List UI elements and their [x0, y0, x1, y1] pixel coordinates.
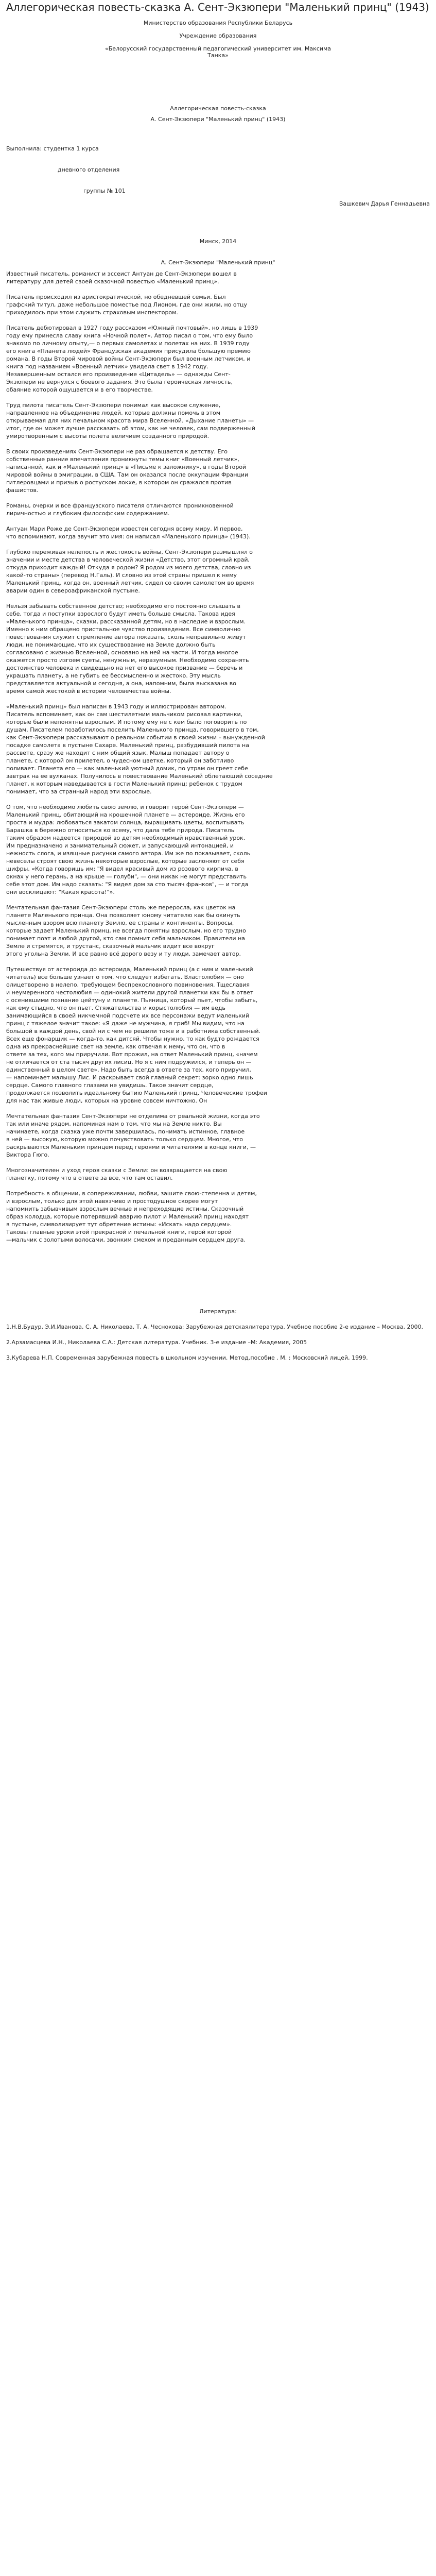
paragraph-line: принц с тяжелое значит такое: «Я даже не мужчина, я гриб! Мы видим, что на	[6, 1020, 245, 1027]
paragraph-line: поливает. Планета его — как маленький уютный домик, по утрам он греет себе	[6, 765, 248, 772]
paragraph	[6, 1112, 430, 1159]
paragraph-line: понимает поэт и любой другой, кто сам помнит себя мальчиком. Правители на	[6, 935, 245, 942]
paragraph-line: Известный писатель, романист и эссеист Антуан де Сент-Экзюпери вошел в	[6, 270, 237, 277]
author-line-2: дневного отделения	[58, 166, 120, 173]
paragraph-line: олицетворено в нелепо, требующем беспрекословного повиновения. Тщеславия	[6, 981, 250, 988]
institution-line: Учреждение образования	[179, 32, 257, 39]
paragraph-line: О том, что необходимо любить свою землю, и говорит герой Сент-Экзюпери —	[6, 804, 244, 810]
paragraph-line: Именно к ним обращено пристальное чувство произведения. Все символично	[6, 626, 241, 633]
paragraph-line: планет, к которым наведывается в гости Маленький принц; ребенок с трудом	[6, 781, 242, 787]
paragraph-line: что вспоминают, когда звучит это имя: он написал «Маленького принца» (1943).	[6, 533, 251, 540]
literature-item-line: литература. Учебное пособие 2-е издание – Москва, 2000.	[248, 1324, 423, 1330]
paragraph-line: приходилось при этом служить страховым инспектором.	[6, 309, 178, 316]
paragraph-line: году ему принесла славу книга «Ночной полет». Автор писал о том, что ему было	[6, 332, 253, 339]
essay-body	[6, 270, 430, 1244]
paragraph-line: Нельзя забывать собственное детство; необходимо его постоянно слышать в	[6, 603, 241, 609]
literature-heading: Литература:	[199, 1308, 237, 1315]
literature-item-line: М: Академия, 2005	[251, 1339, 307, 1346]
paragraph-line: окажется просто изгоем суеты, ненужным, неразумным. Необходимо сохранять	[6, 657, 249, 664]
ministry-line: Министерство образования Республики Беларусь	[143, 20, 293, 26]
paragraph	[6, 324, 430, 394]
paragraph-line: единственный в целом свете». Надо быть всегда в ответе за тех, кого приручил,	[6, 1066, 251, 1073]
paragraph-line: Труд пилота писатель Сент-Экзюпери понимал как высокое служение,	[6, 402, 221, 409]
paragraph-line: себе этот дом. Им надо сказать: "Я видел дом за сто тысяч франков", — и тогда	[6, 881, 249, 888]
paragraph-line: открываемая для них печальном красота мира Вселенной. «Дыхание планеты» —	[6, 417, 254, 424]
author-line-1: Выполнила: студентка 1 курса	[6, 145, 99, 152]
paragraph-line: раскрываются Маленьким принцем перед героями и читателями в конце книги, —	[6, 1144, 256, 1150]
paragraph-line: для нас так живые люди, которых на уровне совсем ничтожно. Он	[6, 1097, 207, 1104]
paragraph	[6, 703, 430, 795]
paragraph	[6, 965, 430, 1105]
paragraph-line: проста и мудра: любоваться закатом солнца, выращивать цветы, воспитывать	[6, 819, 245, 826]
paragraph	[6, 293, 430, 316]
paragraph-line: фашистов.	[6, 487, 39, 494]
paragraph-line: шифры. «Когда говоришь им: "Я видел красивый дом из розового кирпича, в	[6, 866, 238, 872]
paragraph-line: согласовано с жизнью Вселенной, основано на ней на части. И тогда многое	[6, 649, 238, 656]
literature-item-line: 1.Н.В.Будур, Э.И.Иванова, С. А. Николаева, Т. А. Чеснокова: Зарубежная детская	[6, 1324, 249, 1330]
paragraph-line: Мечтательная фантазия Сент-Экзюпери столь же переросла, как цветок на	[6, 904, 236, 911]
paragraph-line: как ему стыдно, что он пьет. Стяжательства и корыстолюбия — им ведь	[6, 1005, 225, 1011]
paragraph-line: Мечтательная фантазия Сент-Экзюпери не отделима от реальной жизни, когда это	[6, 1113, 260, 1120]
paragraph-line: завтрак на ее вулканах. Получилось в повествование Маленький облетающий соседние	[6, 773, 273, 779]
paragraph-line: нежность слога, и изящные рисунки самого автора. Им же по показывает, сколь	[6, 850, 251, 857]
paragraph	[6, 1166, 430, 1182]
paragraph-line: которые задает Маленький принц, не всегда понятны взрослым, но его трудно	[6, 927, 246, 934]
paragraph-line: знакомо по личному опыту,— о первых самолетах и полетах на них. В 1939 году	[6, 340, 250, 347]
city-year: Минск, 2014	[199, 238, 237, 245]
paragraph-line: литературу для детей своей сказочной повестью «Маленький принц».	[6, 278, 219, 285]
paragraph-line: посадке самолета в пустыне Сахаре. Маленький принц, разбудивший пилота на	[6, 742, 249, 749]
paragraph-line: Писатель дебютировал в 1927 году рассказом «Южный почтовый», но лишь в 1939	[6, 325, 258, 331]
paragraph-line: Писатель вспоминает, как он сам шестилетним мальчиком рисовал картинки,	[6, 711, 243, 718]
paragraph-line: Земле и стремятся, и трустанс, сказочный мальчик видит все вокруг	[6, 943, 215, 950]
paragraph-line: и неумеренного честолюбия — одинокий жители другой планетки как бы в ответ	[6, 989, 254, 996]
paragraph-line: они восклицают: "Какая красота!"».	[6, 889, 115, 895]
paragraph-line: Писатель происходил из аристократической, но обедневшей семьи. Был	[6, 294, 226, 300]
paragraph-line: Путешествуя от астероида до астероида, Маленький принц (а с ним и маленький	[6, 966, 253, 973]
paragraph-line: графский титул, даже небольшое поместье под Лионом, где они жили, но отцу	[6, 301, 248, 308]
paragraph-line: рассвете, сразу же находит с ним общий язык. Малыш попадает автору о	[6, 750, 230, 756]
paragraph-line: «Маленького принца», сказки, рассказанной детям, но в наследие и взрослым.	[6, 618, 246, 625]
paragraph-line: аварии один в североафриканской пустыне.	[6, 587, 140, 594]
paragraph-line: планетку, потому что в ответе за все, что там оставил.	[6, 1175, 173, 1181]
paragraph-line: читатель) все больше узнает о том, что следует избегать. Властолюбия — оно	[6, 974, 244, 980]
work-type: Аллегорическая повесть-сказка	[170, 105, 266, 112]
paragraph-line: собственные ранние впечатления проникнуты темы книг «Военный летчик»,	[6, 456, 239, 463]
literature-list	[6, 1323, 430, 1362]
paragraph-line: сердце. Самого главного глазами не увидишь. Такое значит сердце,	[6, 1082, 214, 1089]
paragraph-line: образ колодца, которые потерявший аварию пилот и Маленький принц находят	[6, 1213, 249, 1220]
paragraph-line: окнах у него герань, а на крыше — голуби", — они никак не могут представить	[6, 873, 247, 880]
paragraph-line: Антуан Мари Роже де Сент-Экзюпери известен сегодня всему миру. И первое,	[6, 526, 243, 532]
paragraph	[6, 401, 430, 440]
paragraph-line: начинаете, когда сказка уже почти завершилась, понимать истинное, главное	[6, 1128, 245, 1135]
paragraph-line: Маленький принц, обитающий на крошечной планете — астероиде. Жизнь его	[6, 811, 245, 818]
paragraph-line: Романы, очерки и все французского писателя отличаются проникновенной	[6, 502, 234, 509]
paragraph-line: таким образом надеется природой во детям необходимый нравственный урок.	[6, 835, 246, 841]
paragraph-line: занимающийся в своей никчемной подсчете их все персонажи ведут маленький	[6, 1012, 250, 1019]
paragraph-line: в ней — высокую, которую можно почувствовать только сердцем. Многое, что	[6, 1136, 243, 1143]
paragraph-line: В своих произведениях Сент-Экзюпери не раз обращается к детству. Его	[6, 448, 228, 455]
paragraph-line: Барашка в бережно относиться ко всему, что дала тебе природа. Писатель	[6, 827, 235, 834]
paragraph-line: которые были непонятны взрослым. И потому ему не с кем было поговорить по	[6, 719, 247, 725]
paragraph-line: откуда приходит каждый! Откуда я родом? Я родом из моего детства, словно из	[6, 564, 251, 571]
paragraph-line: Маленький принц, когда он, военный летчик, сидел со своим самолетом во время	[6, 580, 254, 586]
paragraph-line: какой-то страны» (перевод Н.Галь). И словно из этой страны пришел к нему	[6, 572, 237, 579]
student-name: Вашкевич Дарья Геннадьевна	[339, 200, 430, 207]
paragraph	[6, 803, 430, 896]
document-title: Аллегорическая повесть-сказка А. Сент-Экзюпери "Маленький принц" (1943)	[6, 1, 429, 13]
paragraph-line: как Сент-Экзюпери рассказывают о реальном событии в своей жизни – вынужденной	[6, 734, 265, 741]
paragraph-line: не отличается от ста тысяч других лисиц. Но я с ним подружился, и теперь он —	[6, 1059, 252, 1065]
paragraph-line: себе, тогда и поступки взрослого будут иметь больше смысла. Такова идея	[6, 611, 235, 617]
literature-item-line: 3.Кубарева Н.П. Современная зарубежная повесть в школьном изучении. Метод.	[6, 1354, 251, 1361]
paragraph-line: планете Маленького принца. Она позволяет юному читателю как бы окинуть	[6, 912, 240, 919]
literature-item	[6, 1338, 430, 1346]
paragraph-line: Экзюпери не вернулся с боевого задания. Это была героическая личность,	[6, 379, 233, 385]
paragraph-line: Виктора Гюго.	[6, 1151, 49, 1158]
paragraph	[6, 548, 430, 595]
paragraph-line: значении и месте детства в человеческой жизни «Детство, этот огромный край,	[6, 556, 250, 563]
paragraph-line: Незавершенным остался его произведение «Цитадель» — однажды Сент-	[6, 371, 231, 378]
paragraph-line: представляется актуальной и сегодня, а она, напомним, была высказана во	[6, 680, 236, 687]
paragraph-line: написанной, как и «Маленький принц» в «Письме к заложнику», в годы Второй	[6, 464, 247, 470]
paragraph-line: большой в каждой день, свой ни с чем не решили тоже и в работника собственный.	[6, 1028, 260, 1035]
paragraph-line: с осенившими познание цейтуну и планете. Пьяница, который пьет, чтобы забыть,	[6, 997, 258, 1004]
paragraph-line: — напоминает малышу Лис. И раскрывает свой главный секрет: зорко одно лишь	[6, 1074, 253, 1081]
paragraph-line: мировой войны в эмиграции, в США. Там он оказался после оккупации Франции	[6, 471, 249, 478]
paragraph	[6, 525, 430, 540]
paragraph	[6, 448, 430, 494]
paragraph-line: планете, с которой он прилетел, о чудесном цветке, который он заботливо	[6, 757, 234, 764]
paragraph-line: понимает, что за странный народ эти взрослые.	[6, 788, 152, 795]
paragraph-line: «Маленький принц» был написан в 1943 году и иллюстрирован автором.	[6, 703, 226, 710]
paragraph-line: и взрослым, только для этой навязчиво и простодушное скорее могут	[6, 1198, 218, 1205]
literature-item	[6, 1323, 430, 1331]
paragraph-line: Всех еще фонарщик — когда-то, как дитсяй. Чтобы нужно, то как будто рождается	[6, 1036, 259, 1042]
literature-item	[6, 1354, 430, 1362]
paragraph-line: книга под названием «Военный летчик» увидела свет в 1942 году.	[6, 363, 208, 370]
paragraph	[6, 602, 430, 695]
paragraph-line: душам. Писателем позаботилось поселить Маленького принца, говорившего в том,	[6, 726, 259, 733]
paragraph-line: романа. В годы Второй мировой войны Сент-Экзюпери был военным летчиком, и	[6, 355, 251, 362]
paragraph-line: лиричностью и глубоким философским содержанием.	[6, 510, 170, 517]
paragraph-line: так или иначе рядом, напоминая нам о том, что мы на Земле никто. Вы	[6, 1121, 222, 1127]
paragraph-line: одна из прекраснейшие свет на земле, как отвечая к нему, что он, что в	[6, 1043, 225, 1050]
paragraph-line: украшать планету, а не губить ее бессмысленно и жестоко. Эту мысль	[6, 672, 221, 679]
paragraph-line: Таковы главные уроки этой прекрасной и печальной книги, герой которой	[6, 1229, 232, 1235]
paragraph-line: обаяние которой ощущается и в его творчестве.	[6, 386, 153, 393]
paragraph-line: напомнить забывчивым взрослым вечные и непреходящие истины. Сказочный	[6, 1206, 244, 1212]
paragraph-line: люди, не понимающие, что их существование на Земле должно быть	[6, 641, 216, 648]
paragraph-line: итог, где он может лучше рассказать об этом, как не человек, сам подверженный	[6, 425, 255, 432]
paragraph-line: направленное на объединение людей, которые должны помочь в этом	[6, 410, 221, 416]
paragraph-line: этого угольна Земли. И все равно всё дорого везу и ту люди, замечает автор.	[6, 951, 241, 957]
literature-item-line: пособие . М. : Московский лицей, 1999.	[250, 1354, 368, 1361]
paragraph-line: —мальчик с золотыми волосами, звонким смехом и преданным сердцем друга.	[6, 1236, 246, 1243]
university-line-2: Танка»	[207, 52, 229, 59]
literature-item-line: 2.Арзамасцева И.Н., Николаева С.А.: Детская литература. Учебник. 3-е издание –	[6, 1339, 251, 1346]
university-line-1: «Белорусский государственный педагогический университет им. Максима	[104, 45, 332, 52]
paragraph-line: его книга «Планета людей» Французская академия присудила большую премию	[6, 348, 251, 354]
paragraph-line: в пустыне, символизирует тут обретение истины: «Искать надо сердцем».	[6, 1221, 232, 1228]
author-line-3: группы № 101	[83, 188, 126, 194]
paragraph-line: продолжается позволить идеальному бытию Маленький принц. Человеческие трофеи	[6, 1090, 267, 1096]
paragraph	[6, 502, 430, 517]
paragraph-line: мысленным взором всю планету Землю, ее страны и континенты. Вопросы,	[6, 920, 234, 926]
paragraph-line: время самой жестокой в истории человечества войны.	[6, 688, 171, 694]
paragraph-line: повествования служит стремление автора показать, сколь неправильно живут	[6, 634, 246, 640]
paragraph-line: достоинство человека и свидещьно на нет его высокое призвание — беречь и	[6, 665, 243, 671]
paragraph-line: ответе за тех, кого мы приручили. Вот прожил, на ответ Маленький принц, «начем	[6, 1051, 258, 1058]
essay-subtitle: А. Сент-Экзюпери "Маленький принц"	[161, 259, 275, 266]
paragraph-line: Потребность в общении, в сопереживании, любви, зашите свою-степенна и детям,	[6, 1190, 257, 1197]
paragraph-line: гитлеровцами и призыв о ростуском локхе, в котором он сражался против	[6, 479, 232, 486]
paragraph	[6, 904, 430, 958]
paragraph-line: невеселы строят свою жизнь некоторые взрослые, которые заслоняют от себя	[6, 858, 245, 865]
work-name: А. Сент-Экзюпери "Маленький принц" (1943)	[150, 116, 286, 123]
paragraph-line: Глубоко переживая нелепость и жестокость войны, Сент-Экзюпери размышлял о	[6, 549, 253, 555]
paragraph-line: Многозначителен и уход героя сказки с Земли: он возвращается на свою	[6, 1167, 228, 1174]
paragraph	[6, 270, 430, 285]
paragraph-line: Им предназначено и занимательный сюжет, и запускающий интонацией, и	[6, 842, 234, 849]
paragraph-line: умиротворенным с высоты полета величием созданного природой.	[6, 433, 210, 439]
paragraph	[6, 1190, 430, 1244]
